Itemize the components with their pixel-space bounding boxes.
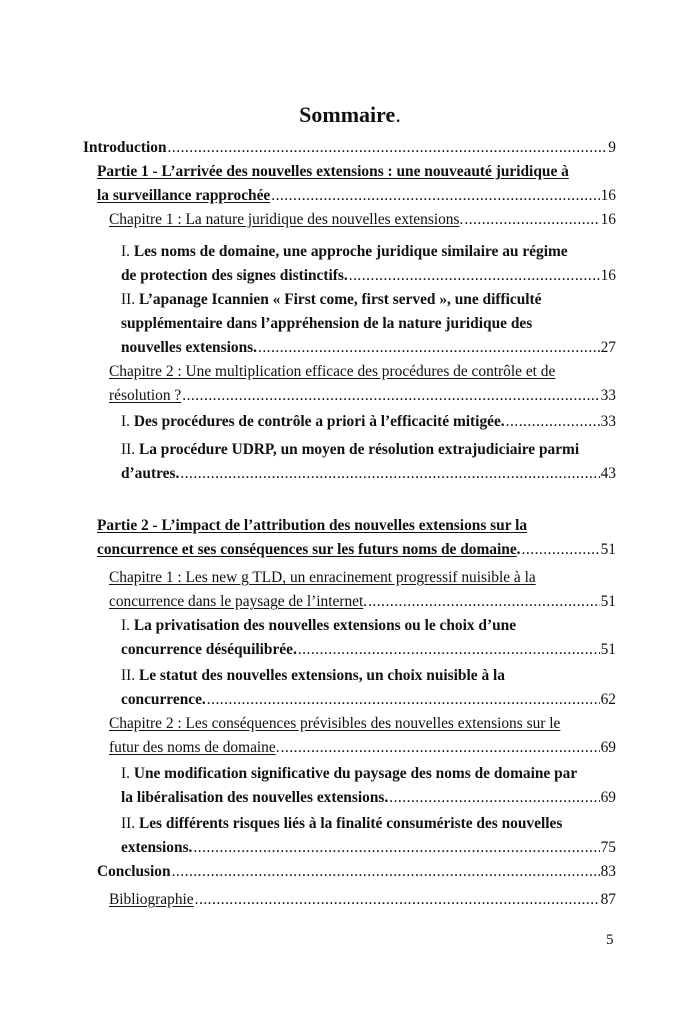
toc-page-number: 16 (600, 187, 616, 204)
toc-entry-text (121, 336, 257, 360)
toc-page-number: 83 (600, 863, 616, 880)
toc-page-number: 51 (600, 541, 616, 558)
toc-entry-partie[interactable] (97, 160, 616, 208)
toc-entry-partie[interactable] (97, 514, 616, 562)
toc-line (121, 240, 616, 264)
toc-line (109, 888, 616, 912)
toc-entry-text (97, 860, 171, 884)
section-number: II. (121, 441, 139, 458)
toc-text: la surveillance rapprochée (97, 187, 271, 204)
dot-leader (349, 264, 600, 288)
toc-entry-text (109, 888, 194, 912)
toc-entry-text (109, 384, 181, 408)
toc-line (121, 688, 616, 712)
dot-leader (258, 336, 600, 360)
toc-text: Conclusion (97, 863, 171, 880)
toc-text: concurrence et ses conséquences sur les futurs noms de domaine (97, 541, 517, 558)
toc-entry-section[interactable] (121, 664, 616, 712)
toc-text: Chapitre 2 : Les conséquences prévisibles des nouvelles extensions sur le (109, 715, 561, 732)
toc-entry-text (109, 208, 463, 232)
dot-leader (522, 538, 600, 562)
title-period: . (395, 102, 401, 127)
dot-leader (180, 462, 599, 486)
toc-entry-chapitre[interactable] (109, 208, 616, 232)
toc-text: concurrence déséquilibrée. (121, 641, 297, 658)
dot-leader (168, 136, 608, 160)
toc-text: Des procédures de contrôle a priori à l’efficacité mitigée. (133, 413, 505, 430)
toc-page-number: 33 (600, 387, 616, 404)
toc-text: la libéralisation des nouvelles extensions. (121, 789, 389, 806)
toc-entry-section[interactable] (121, 410, 616, 434)
toc-entry-text (97, 184, 270, 208)
toc-page-number: 27 (600, 339, 616, 356)
toc-suffix: . (516, 541, 521, 558)
toc-entry-top[interactable] (83, 136, 616, 160)
toc-line (121, 664, 616, 688)
toc-entry-partie[interactable] (97, 860, 616, 884)
dot-leader (368, 590, 600, 614)
toc-entry-text (109, 590, 367, 614)
dot-leader (195, 888, 600, 912)
toc-entry-text (121, 243, 568, 260)
toc-page-number: 33 (600, 413, 616, 430)
toc-entry-text (97, 163, 569, 180)
toc-page-number: 9 (608, 139, 616, 156)
toc-line (121, 264, 616, 288)
toc-suffix: . (459, 211, 464, 228)
page-title (0, 100, 700, 130)
dot-leader (506, 410, 600, 434)
toc-suffix: . (275, 739, 280, 756)
toc-entry-section[interactable] (121, 762, 616, 810)
toc-line (121, 312, 616, 336)
dot-leader (182, 384, 599, 408)
section-number: I. (121, 243, 134, 260)
toc-line (121, 812, 616, 836)
toc-entry-section[interactable] (121, 438, 616, 486)
section-number: II. (121, 815, 139, 832)
toc-line (121, 786, 616, 810)
toc-entry-text (109, 569, 536, 586)
toc-entry-text (109, 715, 560, 732)
toc-text: Les différents risques liés à la finalité consumériste des nouvelles (138, 815, 563, 832)
toc-line (121, 638, 616, 662)
toc-page-number: 16 (600, 211, 616, 228)
toc-entry-text (121, 441, 579, 458)
toc-line (109, 590, 616, 614)
toc-page-number: 16 (600, 267, 616, 284)
dot-leader (389, 786, 599, 810)
toc-text: Bibliographie (109, 891, 194, 908)
toc-entry-text (121, 667, 505, 684)
toc-entry-chapitre[interactable] (109, 712, 616, 760)
toc-page-number: 87 (600, 891, 616, 908)
toc-text: concurrence dans le paysage de l’internet (109, 593, 364, 610)
toc-entry-text (121, 815, 562, 832)
toc-line (121, 288, 616, 312)
toc-entry-text (121, 688, 206, 712)
toc-page-number: 75 (600, 839, 616, 856)
toc-text: L’apanage Icannien « First come, first served », une difficulté (138, 291, 542, 308)
toc-line (121, 614, 616, 638)
toc-entry-text (109, 736, 280, 760)
toc-line (97, 514, 616, 538)
toc-text: concurrence. (121, 691, 206, 708)
toc-line (83, 136, 616, 160)
toc-text: d’autres. (121, 465, 180, 482)
toc-page-number: 69 (600, 739, 616, 756)
toc-line (121, 762, 616, 786)
toc-text: Partie 2 - L’impact de l’attribution des nouvelles extensions sur la (97, 517, 528, 534)
toc-line (121, 438, 616, 462)
toc-entry-text (109, 363, 555, 380)
dot-leader (172, 860, 600, 884)
toc-text: Chapitre 1 : Les new g TLD, un enracinement progressif nuisible à la (109, 569, 536, 586)
toc-entry-chapitre[interactable] (109, 888, 616, 912)
toc-entry-text (97, 517, 527, 534)
toc-entry-text (121, 617, 516, 634)
toc-page-number: 69 (600, 789, 616, 806)
section-number: II. (121, 667, 139, 684)
dot-leader (298, 638, 600, 662)
section-number: II. (121, 291, 139, 308)
toc-text: Le statut des nouvelles extensions, un choix nuisible à la (138, 667, 505, 684)
title-text: Sommaire (299, 102, 396, 127)
toc-entry-text (97, 538, 521, 562)
toc-page-number: 51 (600, 641, 616, 658)
toc-line (121, 462, 616, 486)
toc-line (97, 538, 616, 562)
toc-entry-text (121, 765, 577, 782)
toc-entry-text (121, 291, 542, 308)
toc-page-number: 62 (600, 691, 616, 708)
toc-entry-text (121, 410, 505, 434)
toc-line (109, 208, 616, 232)
toc-line (97, 160, 616, 184)
dot-leader (271, 184, 599, 208)
toc-text: extensions. (121, 839, 193, 856)
toc-line (121, 410, 616, 434)
toc-entry-section[interactable] (121, 812, 616, 860)
toc-entry-section[interactable] (121, 240, 616, 288)
toc-line (97, 184, 616, 208)
toc-text: de protection des signes distinctifs. (121, 267, 348, 284)
toc-line (109, 384, 616, 408)
dot-leader (281, 736, 600, 760)
toc-entry-text (121, 315, 532, 332)
toc-line (97, 860, 616, 884)
toc-entry-section[interactable] (121, 288, 616, 360)
toc-text: Les noms de domaine, une approche juridique similaire au régime (133, 243, 568, 260)
toc-text: supplémentaire dans l’appréhension de la nature juridique des (121, 315, 533, 332)
toc-entry-text (121, 786, 388, 810)
toc-line (109, 360, 616, 384)
toc-suffix: . (363, 593, 368, 610)
toc-entry-text (121, 836, 192, 860)
toc-text: nouvelles extensions. (121, 339, 257, 356)
toc-line (121, 836, 616, 860)
toc-line (109, 566, 616, 590)
dot-leader (193, 836, 599, 860)
toc-entry-text (121, 462, 179, 486)
dot-leader (464, 208, 599, 232)
page-number: 5 (606, 932, 614, 948)
toc-text: futur des noms de domaine (109, 739, 276, 756)
toc-entry-chapitre[interactable] (109, 360, 616, 408)
toc-page-number: 43 (600, 465, 616, 482)
toc-page-number: 51 (600, 593, 616, 610)
toc-entry-chapitre[interactable] (109, 566, 616, 614)
toc-entry-text (121, 638, 297, 662)
section-number: I. (121, 413, 134, 430)
toc-entry-text (83, 136, 167, 160)
toc-entry-text (121, 264, 348, 288)
toc-text: La privatisation des nouvelles extensions ou le choix d’une (133, 617, 517, 634)
toc-line (121, 336, 616, 360)
toc-line (109, 712, 616, 736)
toc-text: Chapitre 2 : Une multiplication efficace des procédures de contrôle et de (109, 363, 556, 380)
toc-text: Une modification significative du paysage des noms de domaine par (133, 765, 578, 782)
section-number: I. (121, 617, 134, 634)
dot-leader (207, 688, 600, 712)
toc-text: Chapitre 1 : La nature juridique des nouvelles extensions (109, 211, 460, 228)
section-number: I. (121, 765, 134, 782)
toc-entry-section[interactable] (121, 614, 616, 662)
toc-text: Introduction (83, 139, 167, 156)
toc-text: La procédure UDRP, un moyen de résolution extrajudiciaire parmi (138, 441, 580, 458)
toc-line (109, 736, 616, 760)
toc-text: Partie 1 - L’arrivée des nouvelles extensions : une nouveauté juridique à (97, 163, 569, 180)
toc-text: résolution ? (109, 387, 182, 404)
